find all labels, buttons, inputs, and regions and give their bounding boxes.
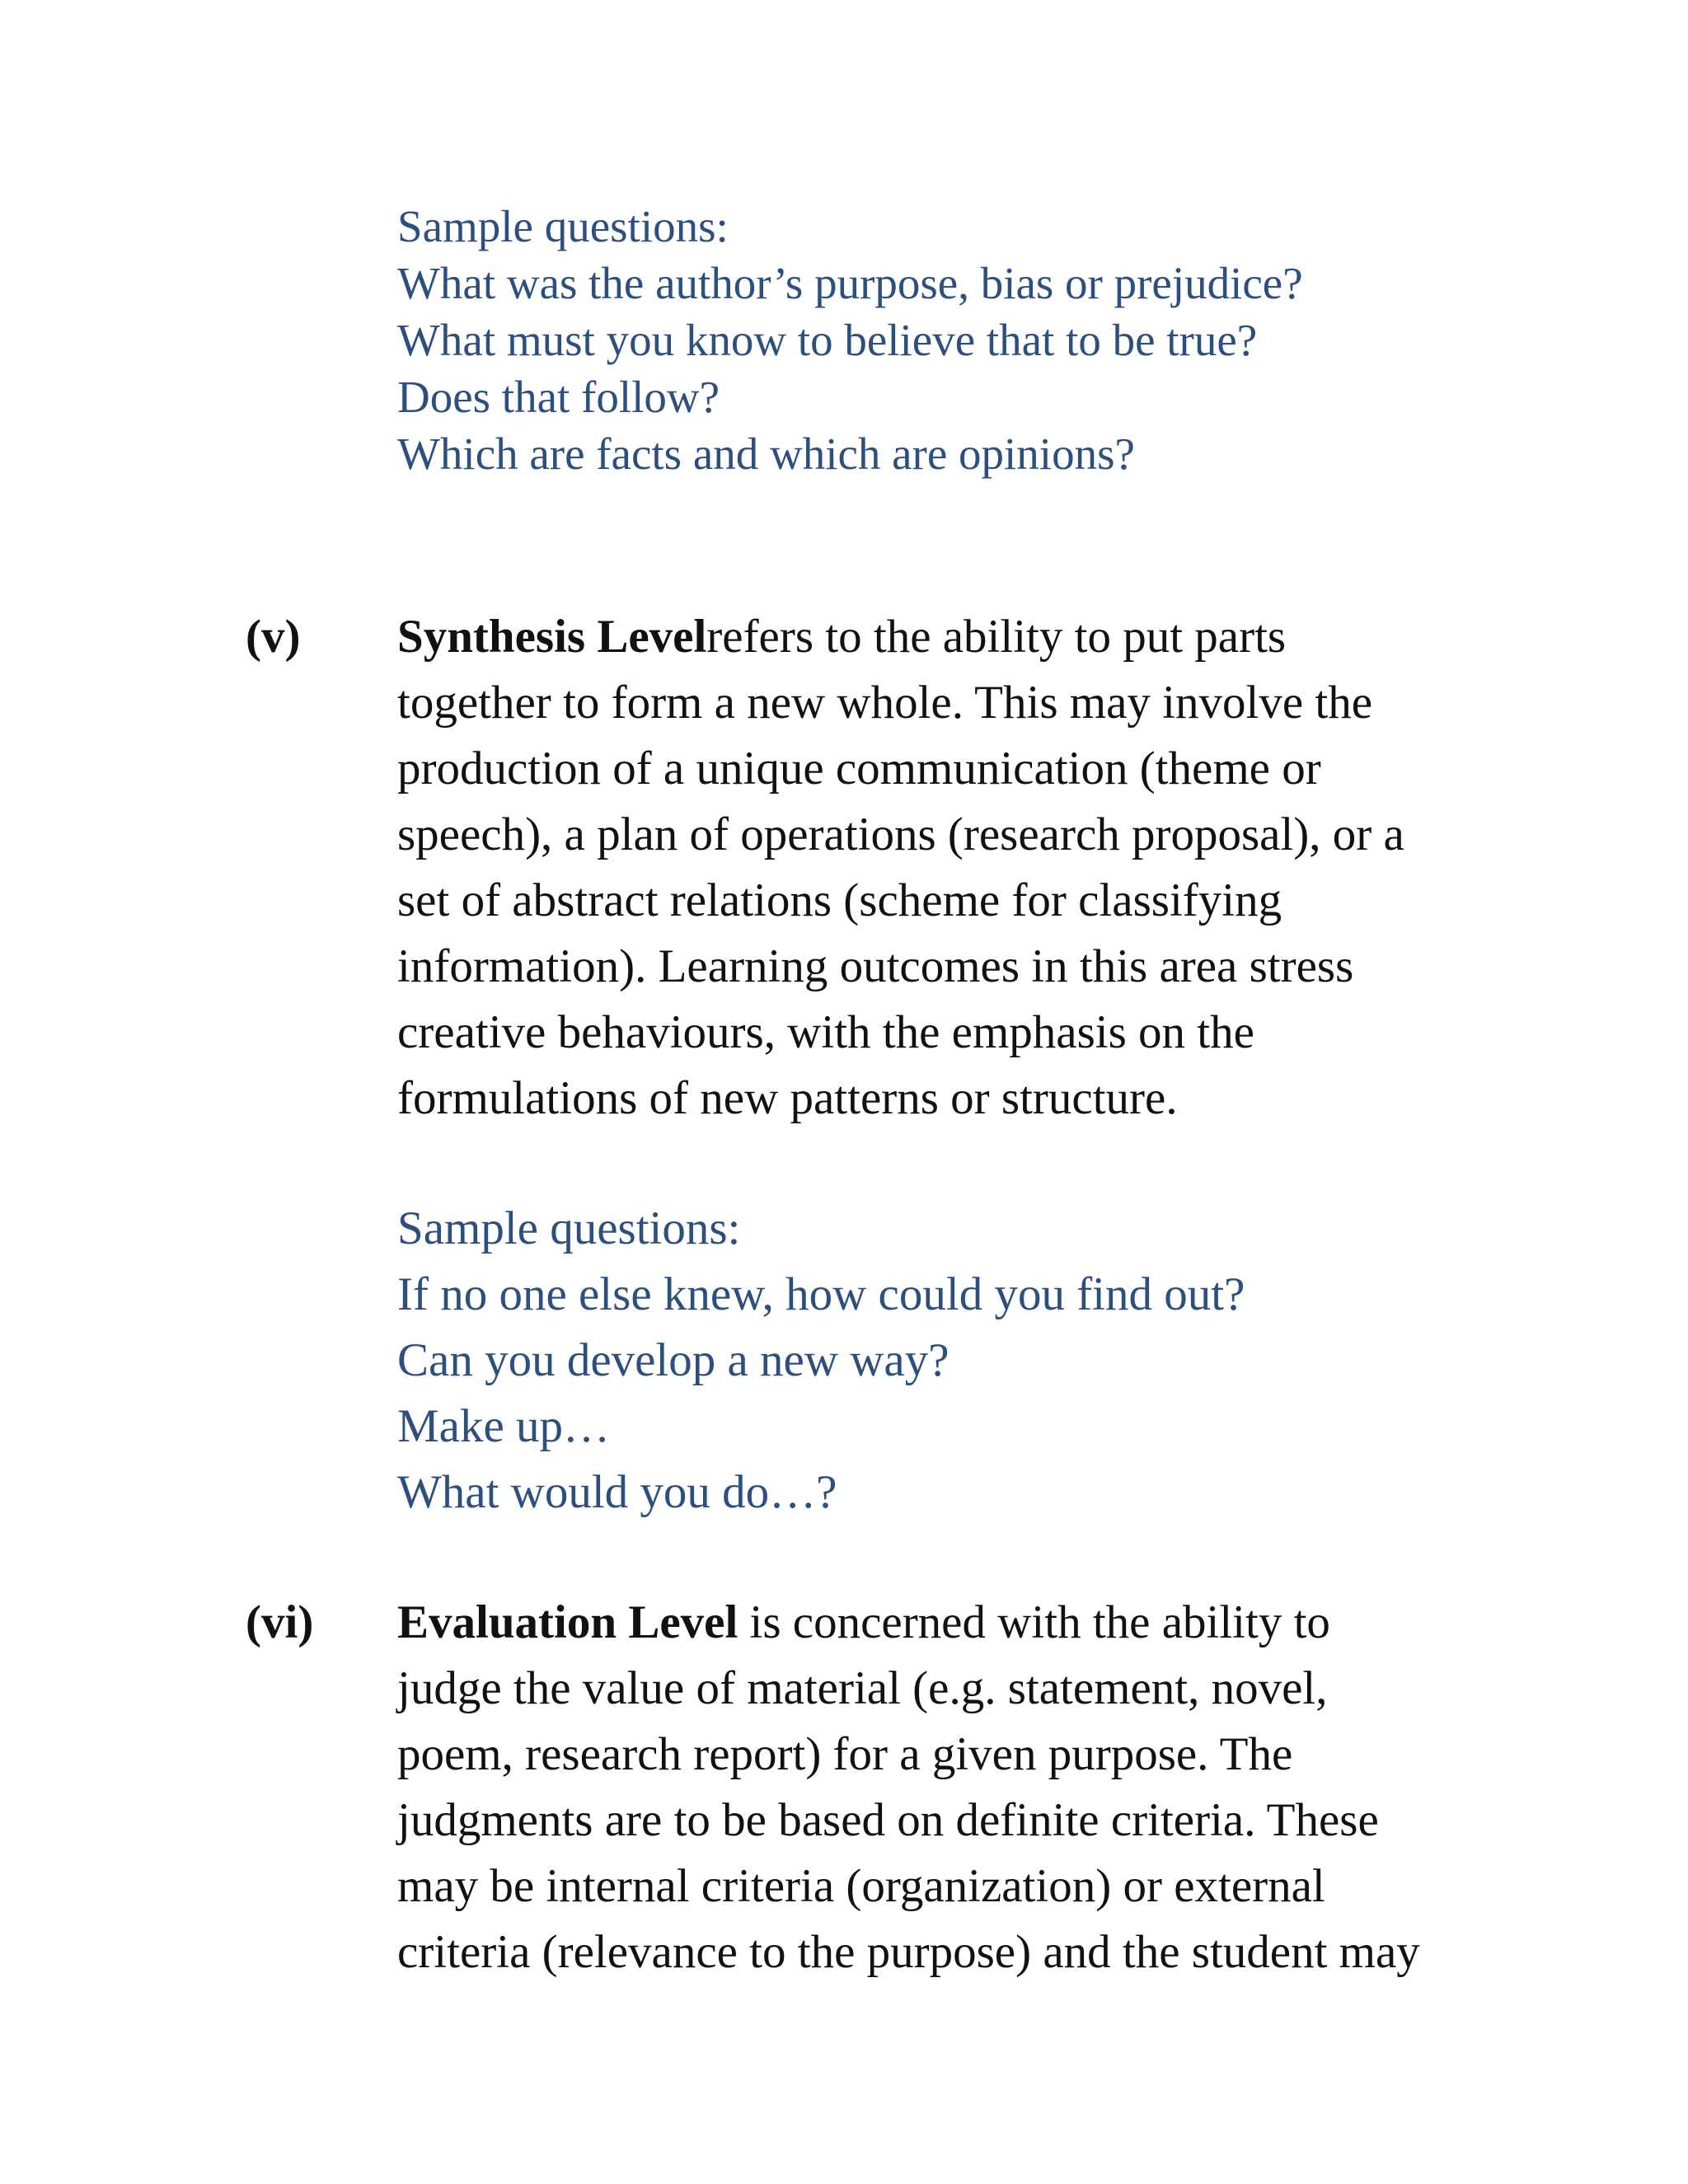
paragraph-line: set of abstract relations (scheme for classifying [397,874,1282,926]
sample-questions-heading: Sample questions: [397,1202,741,1254]
paragraph-line: speech), a plan of operations (research proposal), or a [397,808,1404,860]
paragraph-line: creative behaviours, with the emphasis on the [397,1006,1254,1058]
sample-question: Which are facts and which are opinions? [397,429,1135,479]
paragraph-line [397,1590,1543,1656]
paragraph-line: may be internal criteria (organization) or external [397,1860,1325,1912]
paragraph-line: formulations of new patterns or structure. [397,1072,1178,1124]
sample-questions-analysis [397,198,1543,482]
paragraph-line: judgments are to be based on definite criteria. These [397,1794,1379,1846]
sample-question: What would you do…? [397,1466,837,1518]
item-marker-vi: (vi) [246,1596,314,1648]
synthesis-level-term: Synthesis Level [397,611,707,663]
sample-question: What was the author’s purpose, bias or prejudice? [397,258,1303,308]
synthesis-level-paragraph [397,604,1543,1132]
paragraph-line: together to form a new whole. This may involve the [397,677,1373,729]
paragraph-line [397,604,1543,670]
paragraph-line-text: refers to the ability to put parts [706,611,1287,663]
sample-question: If no one else knew, how could you find out? [397,1268,1245,1320]
sample-questions-synthesis [397,1196,1543,1526]
paragraph-line: information). Learning outcomes in this area stress [397,940,1354,992]
evaluation-level-term: Evaluation Level [397,1596,738,1648]
sample-question: Make up… [397,1400,611,1452]
paragraph-line: poem, research report) for a given purpose. The [397,1728,1293,1780]
paragraph-line-text: is concerned with the ability to [738,1596,1330,1648]
paragraph-line: judge the value of material (e.g. statement, novel, [397,1662,1328,1714]
paragraph-line: production of a unique communication (theme or [397,743,1321,794]
evaluation-level-paragraph [397,1590,1543,1985]
sample-questions-heading: Sample questions: [397,201,729,251]
sample-question: Does that follow? [397,372,720,422]
paragraph-line: criteria (relevance to the purpose) and the student may [397,1926,1420,1978]
item-marker-v: (v) [246,611,301,663]
sample-question: What must you know to believe that to be true? [397,315,1258,365]
sample-question: Can you develop a new way? [397,1334,950,1386]
